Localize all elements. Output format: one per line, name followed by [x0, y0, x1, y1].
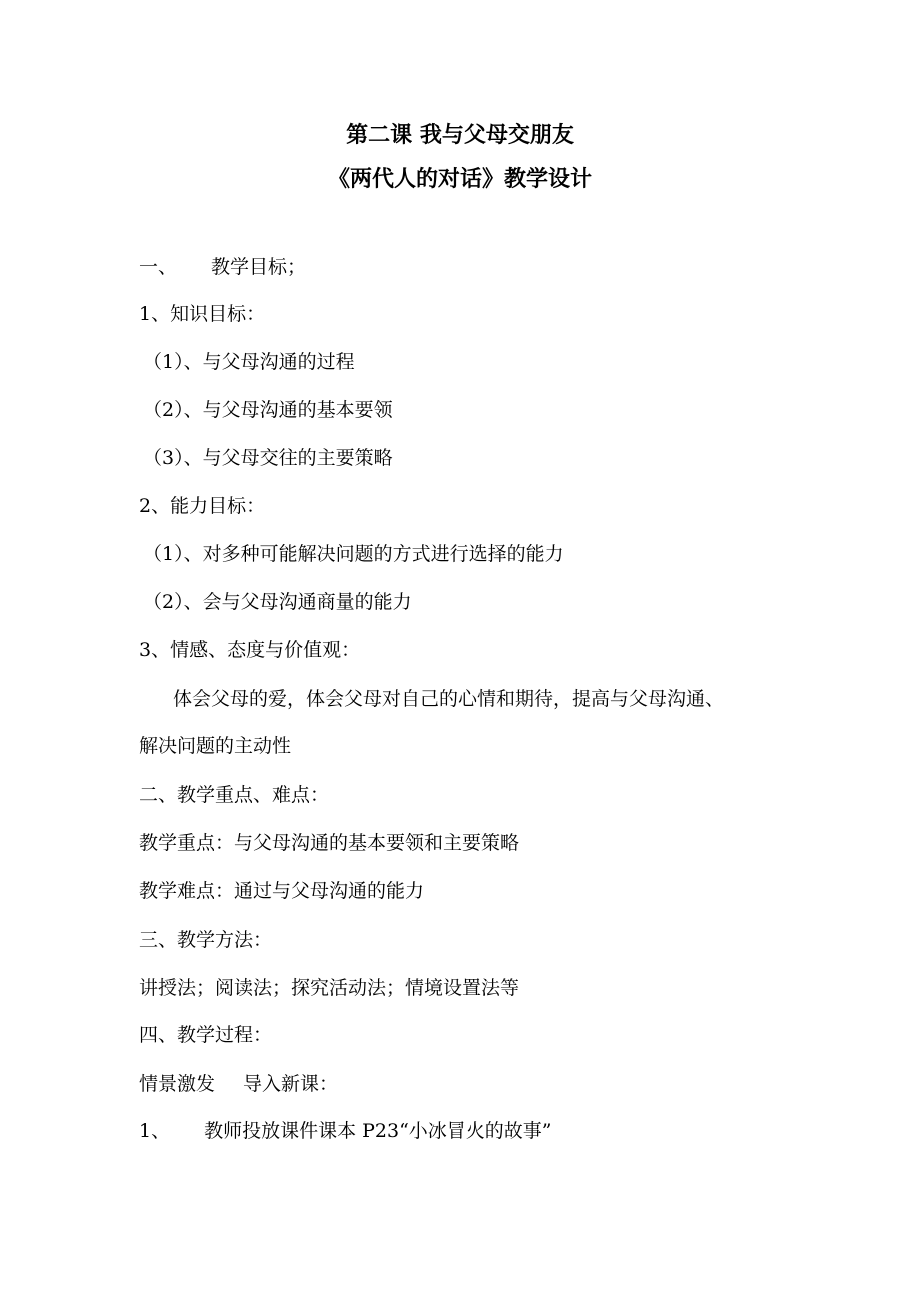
teaching-methods: 讲授法；阅读法；探究活动法；情境设置法等	[139, 977, 520, 999]
section-1-heading	[139, 254, 306, 280]
section-1-title: 教学目标；	[211, 256, 307, 278]
process-step-1	[139, 1118, 552, 1144]
ability-goal-heading: 2、能力目标：	[139, 495, 266, 517]
document-title-line2: 《两代人的对话》教学设计	[327, 166, 592, 192]
knowledge-goal-item-2: （2）、与父母沟通的基本要领	[143, 399, 393, 421]
process-step-1-text: 教师投放课件课本 P23“小冰冒火的故事”	[204, 1120, 552, 1142]
process-step-1-number: 1、	[139, 1120, 171, 1142]
teaching-key-point: 教学重点：与父母沟通的基本要领和主要策略	[139, 832, 520, 854]
knowledge-goal-item-1: （1）、与父母沟通的过程	[143, 351, 355, 373]
knowledge-goal-heading: 1、知识目标：	[139, 303, 266, 325]
knowledge-goal-item-3: （3）、与父母交往的主要策略	[143, 447, 393, 469]
teaching-difficulty: 教学难点：通过与父母沟通的能力	[139, 880, 425, 902]
section-3-heading: 三、教学方法：	[139, 929, 273, 951]
section-1-number: 一、	[139, 256, 178, 278]
emotion-goal-paragraph-line1: 体会父母的爱，体会父母对自己的心情和期待，提高与父母沟通、	[173, 688, 725, 710]
section-4-heading: 四、教学过程：	[139, 1024, 273, 1046]
section-2-heading: 二、教学重点、难点：	[139, 784, 330, 806]
emotion-goal-paragraph-line2: 解决问题的主动性	[139, 735, 292, 757]
lesson-intro-part1: 情景激发	[139, 1073, 216, 1095]
emotion-goal-heading: 3、情感、态度与价值观：	[139, 639, 361, 661]
lesson-intro-part2: 导入新课：	[243, 1073, 339, 1095]
document-title-line1: 第二课 我与父母交朋友	[346, 122, 574, 148]
ability-goal-item-1: （1）、对多种可能解决问题的方式进行选择的能力	[143, 543, 564, 565]
lesson-intro-line	[139, 1071, 338, 1097]
ability-goal-item-2: （2）、会与父母沟通商量的能力	[143, 591, 412, 613]
